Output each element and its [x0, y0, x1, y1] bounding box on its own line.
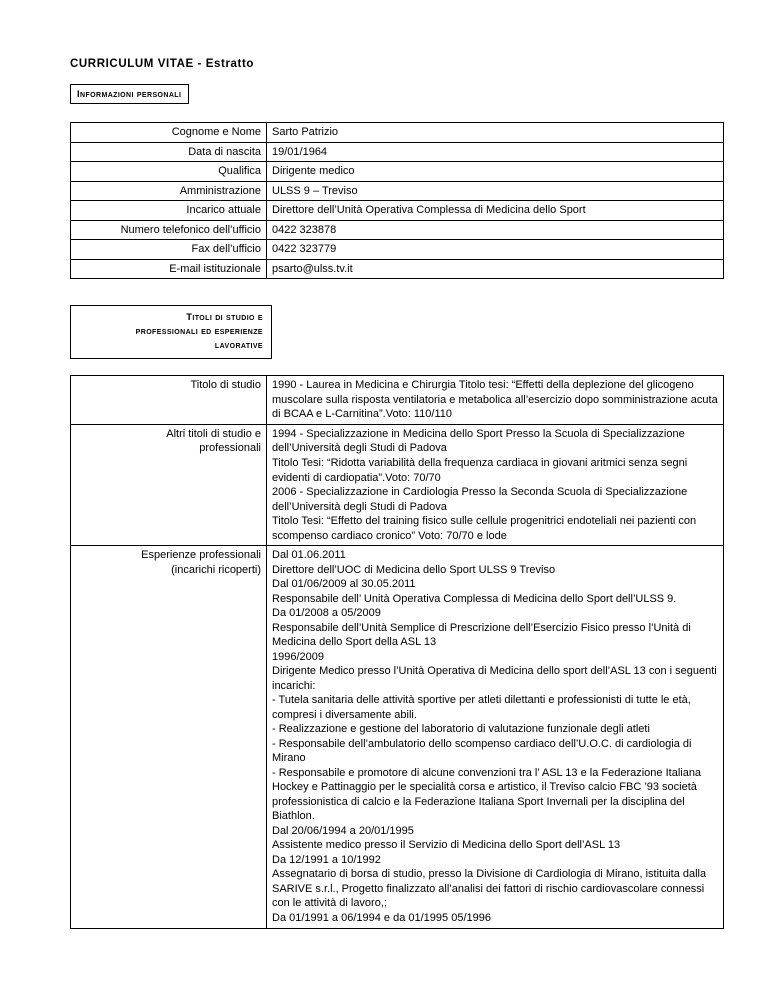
row-value: 0422 323878	[267, 220, 724, 240]
section-heading-studies	[70, 305, 272, 359]
row-value: Sarto Patrizio	[267, 123, 724, 143]
table-row	[71, 123, 724, 143]
label-line: professionali	[199, 442, 261, 455]
paragraph: Da 12/1991 a 10/1992	[272, 853, 381, 866]
paragraph: Titolo Tesi: “Effetto del training fisico sulle cellule progenitrici endoteliali nei pazienti con scompenso cardiaco cronico” Voto: 70/70 e lode	[272, 515, 697, 542]
table-row	[71, 201, 724, 221]
section-heading-line: professionali ed esperienze	[135, 325, 263, 337]
paragraph: 1996/2009	[272, 650, 324, 663]
row-label	[71, 424, 267, 545]
row-label: Cognome e Nome	[71, 123, 267, 143]
paragraph: Assistente medico presso il Servizio di Medicina dello Sport dell’ASL 13	[272, 839, 621, 852]
section-heading-line: lavorative	[214, 339, 263, 351]
paragraph: Da 01/1991 a 06/1994 e da 01/1995 05/1996	[272, 911, 491, 924]
paragraph: - Realizzazione e gestione del laboratorio di valutazione funzionale degli atleti	[272, 723, 650, 736]
row-value: Direttore dell’Unità Operativa Complessa di Medicina dello Sport	[267, 201, 724, 221]
paragraph: Dal 01/06/2009 al 30.05.2011	[272, 578, 416, 591]
table-row	[71, 424, 724, 545]
paragraph: 2006 - Specializzazione in Cardiologia Presso la Seconda Scuola di Specializzazione dell’Università degli Studi di Padova	[272, 486, 688, 513]
paragraph: Dal 01.06.2011	[272, 549, 346, 562]
paragraph: Dal 20/06/1994 a 20/01/1995	[272, 824, 414, 837]
row-label: Incarico attuale	[71, 201, 267, 221]
row-value	[267, 546, 724, 928]
row-value: 0422 323779	[267, 240, 724, 260]
paragraph: Titolo Tesi: “Ridotta variabilità della frequenza cardiaca in giovani aritmici senza segni evidenti di cardiopatia”.Voto: 70/70	[272, 457, 688, 484]
personal-info-table	[70, 122, 724, 279]
row-label: Titolo di studio	[71, 376, 267, 425]
row-label: Qualifica	[71, 162, 267, 182]
paragraph: Da 01/2008 a 05/2009	[272, 607, 381, 620]
paragraph: Dirigente Medico presso l’Unità Operativa di Medicina dello sport dell’ASL 13 con i seguenti incarichi:	[272, 665, 717, 692]
row-label: Numero telefonico dell’ufficio	[71, 220, 267, 240]
paragraph: - Tutela sanitaria delle attività sportive per atleti dilettanti e professionisti di tutte le età, compresi i diversamente abili.	[272, 694, 691, 721]
table-row	[71, 220, 724, 240]
row-label	[71, 546, 267, 928]
table-row	[71, 142, 724, 162]
section-heading-label: Informazioni personali	[77, 89, 182, 100]
table-row	[71, 376, 724, 425]
row-value: ULSS 9 – Treviso	[267, 181, 724, 201]
paragraph: 1990 - Laurea in Medicina e Chirurgia Titolo tesi: “Effetti della deplezione del glicogeno muscolare sulla risposta ventilatoria e metabolica all’esercizio dopo somministrazione acuta di BCAA e L-Carnitina”.Voto: 110/110	[272, 379, 718, 421]
paragraph: Direttore dell’UOC di Medicina dello Sport ULSS 9 Treviso	[272, 563, 556, 576]
row-value	[267, 424, 724, 545]
section-heading-line: Titoli di studio e	[186, 312, 263, 324]
table-row	[71, 181, 724, 201]
paragraph: Assegnatario di borsa di studio, presso la Divisione di Cardiologia di Mirano, istituita dalla SARIVE s.r.l., Progetto finalizzato all’analisi dei fattori di rischio cardiovascolare connessi con le attività di lavoro,;	[272, 868, 707, 910]
row-label: Fax dell’ufficio	[71, 240, 267, 260]
label-line: Esperienze professionali	[141, 549, 261, 562]
row-label: E-mail istituzionale	[71, 259, 267, 279]
row-label: Data di nascita	[71, 142, 267, 162]
table-row	[71, 259, 724, 279]
label-line: (incarichi ricoperti)	[171, 563, 261, 576]
paragraph: 1994 - Specializzazione in Medicina dello Sport Presso la Scuola di Specializzazione dell’Università degli Studi di Padova	[272, 427, 685, 455]
studies-table	[70, 375, 724, 928]
page-title: CURRICULUM VITAE - Estratto	[70, 58, 255, 70]
section-heading-personal-info	[70, 84, 189, 104]
row-value	[267, 376, 724, 425]
paragraph: - Responsabile dell’ambulatorio dello scompenso cardiaco dell’U.O.C. di cardiologia di Mirano	[272, 737, 692, 765]
paragraph: - Responsabile e promotore di alcune convenzioni tra l’ ASL 13 e la Federazione Italiana Hockey e Pattinaggio per le specialità corsa e artistico, il Treviso calcio FBC ’93 società professionistica di calcio e la Federazione Italiana Sport Invernali per la disciplina del Biathlon.	[272, 766, 702, 823]
paragraph: Responsabile dell’Unità Semplice di Prescrizione dell’Esercizio Fisico presso l’Unità di Medicina dello Sport della ASL 13	[272, 621, 691, 649]
row-value: psarto@ulss.tv.it	[267, 259, 724, 279]
row-value: Dirigente medico	[267, 162, 724, 182]
row-label: Amministrazione	[71, 181, 267, 201]
row-value: 19/01/1964	[267, 142, 724, 162]
label-line: Altri titoli di studio e	[166, 427, 261, 440]
table-row	[71, 162, 724, 182]
paragraph: Responsabile dell’ Unità Operativa Complessa di Medicina dello Sport dell’ULSS 9.	[272, 592, 677, 605]
table-row	[71, 240, 724, 260]
table-row	[71, 546, 724, 928]
